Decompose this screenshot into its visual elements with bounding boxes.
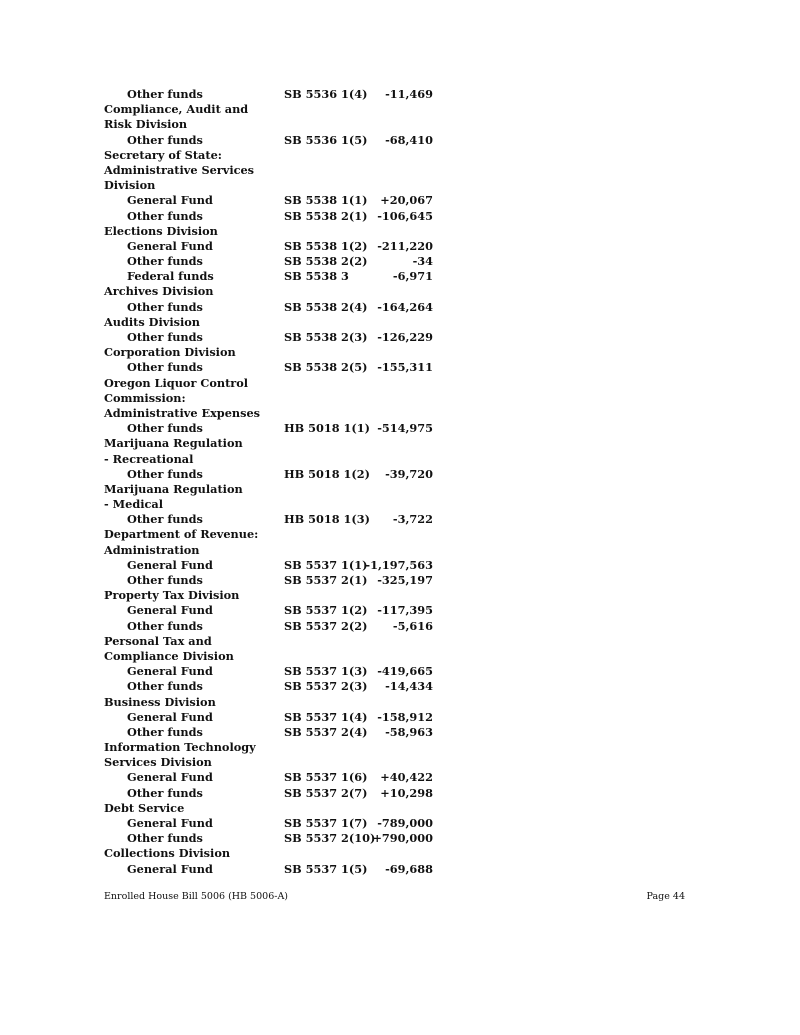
section-heading-row [104,284,444,299]
amount-value: -419,665 [377,664,433,679]
bill-reference: SB 5537 1(1) [284,557,368,572]
section-heading-row [104,315,444,330]
bill-reference: SB 5537 1(2) [284,603,368,618]
bill-reference: SB 5537 1(7) [284,816,368,830]
fund-type-label: Other funds [127,512,203,527]
section-heading-row [104,102,444,117]
amount-value: -155,311 [377,360,433,375]
line-item-row [104,558,444,573]
section-heading: Division [104,178,156,193]
line-item-row [104,330,444,345]
section-heading: Elections Division [104,223,218,238]
bill-reference: SB 5537 2(10) [284,831,376,846]
section-heading-row [104,543,444,558]
bill-reference: SB 5538 2(4) [284,299,368,314]
line-item-row [104,239,444,254]
bill-reference: SB 5537 2(2) [284,618,368,633]
fund-type-label: Other funds [127,330,203,344]
fund-type-label: General Fund [127,816,213,830]
fund-type-label: Other funds [127,618,203,633]
bill-reference: SB 5537 2(1) [284,573,368,587]
amount-value: -68,410 [385,132,433,147]
section-heading-row [104,801,444,816]
fund-type-label: General Fund [127,709,213,724]
section-heading: Risk Division [104,117,188,132]
line-item-row [104,770,444,785]
amount-value: -14,434 [385,679,433,694]
section-heading: Commission: [104,390,186,405]
section-heading-row [104,452,444,467]
line-item-row [104,193,444,208]
section-heading-row [104,148,444,163]
section-heading: Administrative Services [104,162,255,177]
bill-reference: HB 5018 1(1) [284,421,370,436]
amount-value: +790,000 [372,831,433,846]
bill-reference: SB 5537 1(3) [284,664,368,679]
amount-value: +40,422 [380,770,433,785]
bill-reference: SB 5537 2(7) [284,785,368,800]
fund-type-label: Other funds [127,254,203,269]
line-item-row [104,421,444,436]
section-heading-row [104,588,444,603]
amount-value: -3,722 [392,512,433,527]
section-heading: Administration [104,542,200,557]
line-item-row [104,831,444,846]
line-item-row [104,725,444,740]
bill-reference: SB 5538 3 [284,269,349,284]
line-item-row [104,269,444,284]
line-item-row [104,467,444,482]
line-item-row [104,816,444,831]
amount-value: -789,000 [377,816,433,830]
amount-value: -514,975 [377,421,433,436]
section-heading: Oregon Liquor Control [104,375,249,390]
amount-value: -164,264 [377,299,433,314]
fund-type-label: Other funds [127,724,203,739]
bill-reference: SB 5537 1(6) [284,770,368,785]
amount-value: -39,720 [385,466,433,481]
section-heading-row [104,117,444,132]
fund-type-label: Other funds [127,679,203,694]
amount-value: -69,688 [385,861,433,876]
fund-type-label: General Fund [127,770,213,785]
fund-type-label: General Fund [127,238,213,253]
section-heading: - Medical [104,497,163,512]
section-heading: Collections Division [104,846,231,861]
section-heading: - Recreational [104,451,194,466]
fund-type-label: Other funds [127,87,203,101]
fund-type-label: Other funds [127,573,203,587]
bill-reference: SB 5538 2(2) [284,254,368,269]
section-heading: Compliance, Audit and [104,102,249,117]
line-item-row [104,133,444,148]
section-heading: Debt Service [104,800,185,815]
bill-reference: SB 5537 1(5) [284,861,368,876]
amount-value: -11,469 [385,87,433,101]
section-heading-row [104,482,444,497]
bill-reference: SB 5536 1(5) [284,132,368,147]
line-item-row [104,862,444,877]
bill-reference: SB 5538 2(5) [284,360,368,375]
section-heading: Archives Division [104,284,214,299]
line-item-row [104,254,444,269]
amount-value: -126,229 [377,330,433,344]
bill-reference: SB 5537 2(3) [284,679,368,694]
section-heading: Information Technology [104,740,256,755]
amount-value: -325,197 [377,573,433,587]
section-heading: Business Division [104,694,216,709]
amount-value: -1,197,563 [365,557,433,572]
amount-value: +10,298 [380,785,433,800]
fund-type-label: Other funds [127,421,203,436]
section-heading-row [104,634,444,649]
fund-type-label: General Fund [127,664,213,679]
bill-reference: SB 5537 1(4) [284,709,368,724]
line-item-row [104,573,444,588]
section-heading: Marijuana Regulation [104,436,243,451]
line-item-row [104,360,444,375]
section-heading: Administrative Expenses [104,405,261,420]
section-heading-row [104,740,444,755]
section-heading: Audits Division [104,314,201,329]
amount-value: -34 [412,254,433,269]
section-heading-row [104,163,444,178]
bill-reference: SB 5536 1(4) [284,87,368,101]
amount-value: -5,616 [392,618,433,633]
amount-value: -58,963 [385,724,433,739]
amount-value: -106,645 [377,208,433,223]
fund-type-label: Other funds [127,360,203,375]
fund-type-label: Other funds [127,299,203,314]
amount-value: -158,912 [377,709,433,724]
footer-page-number: Page 44 [646,891,685,902]
amount-value: +20,067 [380,193,433,208]
section-heading-row [104,345,444,360]
section-heading-row [104,391,444,406]
appropriation-table [104,87,444,877]
amount-value: -117,395 [377,603,433,618]
section-heading-row [104,178,444,193]
amount-value: -6,971 [392,269,433,284]
section-heading: Property Tax Division [104,588,240,603]
line-item-row [104,619,444,634]
section-heading-row [104,527,444,542]
line-item-row [104,679,444,694]
section-heading: Compliance Division [104,648,234,663]
fund-type-label: General Fund [127,557,213,572]
section-heading: Marijuana Regulation [104,481,243,496]
fund-type-label: Federal funds [127,269,214,284]
section-heading-row [104,649,444,664]
bill-reference: HB 5018 1(2) [284,466,370,481]
line-item-row [104,786,444,801]
line-item-row [104,209,444,224]
bill-reference: HB 5018 1(3) [284,512,370,527]
section-heading-row [104,224,444,239]
section-heading: Corporation Division [104,345,236,360]
section-heading-row [104,695,444,710]
section-heading: Personal Tax and [104,633,212,648]
line-item-row [104,710,444,725]
bill-reference: SB 5538 1(1) [284,193,368,208]
line-item-row [104,512,444,527]
section-heading: Services Division [104,755,212,770]
section-heading-row [104,497,444,512]
section-heading: Secretary of State: [104,147,222,162]
section-heading-row [104,406,444,421]
section-heading-row [104,436,444,451]
fund-type-label: Other funds [127,132,203,147]
fund-type-label: General Fund [127,193,213,208]
fund-type-label: Other funds [127,466,203,481]
amount-value: -211,220 [377,238,433,253]
fund-type-label: Other funds [127,208,203,223]
bill-reference: SB 5538 2(1) [284,208,368,223]
line-item-row [104,664,444,679]
fund-type-label: General Fund [127,603,213,618]
bill-reference: SB 5538 2(3) [284,330,368,344]
section-heading-row [104,376,444,391]
bill-reference: SB 5538 1(2) [284,238,368,253]
section-heading: Department of Revenue: [104,527,259,542]
section-heading-row [104,846,444,861]
fund-type-label: Other funds [127,785,203,800]
line-item-row [104,300,444,315]
section-heading-row [104,755,444,770]
line-item-row [104,603,444,618]
bill-reference: SB 5537 2(4) [284,724,368,739]
footer-bill-title: Enrolled House Bill 5006 (HB 5006-A) [104,891,289,902]
fund-type-label: Other funds [127,831,203,846]
line-item-row [104,87,444,102]
fund-type-label: General Fund [127,861,213,876]
